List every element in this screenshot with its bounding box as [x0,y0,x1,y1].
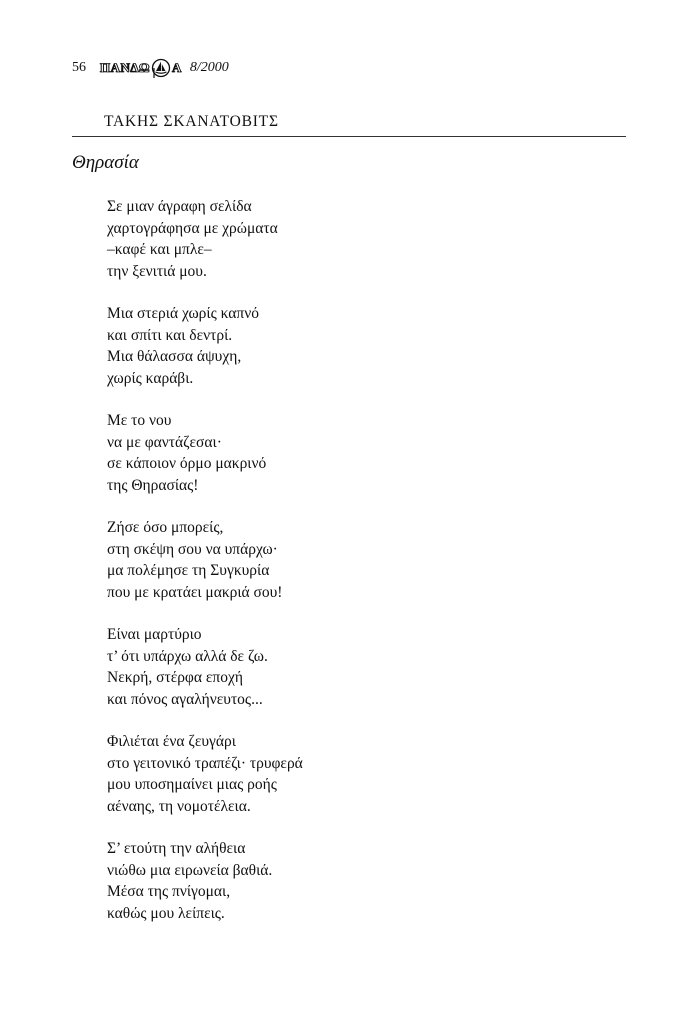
stanza [107,624,627,710]
issue-number: 8/2000 [189,60,229,75]
poem-line: στο γειτονικό τραπέζι· τρυφερά [107,754,303,772]
poem-line: Μια στεριά χωρίς καπνό [107,305,259,322]
stanza [107,838,627,924]
poem-line: –καφέ και μπλε– [107,241,212,258]
author-name: ΤΑΚΗΣ ΣΚΑΝΑΤΟΒΙΤΣ [104,113,279,130]
page-number: 56 [72,60,86,75]
poem-line: στη σκέψη σου να υπάρχω· [107,540,278,558]
poem-line: και πόνος αγαλήνευτος... [107,690,263,708]
poem-line: χαρτογράφησα με χρώματα [107,219,278,237]
poem-line: Μια θάλασσα άψυχη, [107,348,242,365]
poem-line: χωρίς καράβι. [107,369,194,387]
stanza [107,410,627,496]
running-header [72,57,229,79]
poem-line: Νεκρή, στέρφα εποχή [107,669,243,686]
poem-line: τ’ ότι υπάρχω αλλά δε ζω. [107,647,268,665]
poem-title: Θηρασία [72,152,139,173]
poem-line: Μέσα της πνίγομαι, [107,883,231,900]
journal-masthead [100,58,182,78]
stanza [107,196,627,282]
sailboat-logo-icon [151,58,171,78]
poem-line: της Θηρασίας! [107,476,199,494]
poem-line: νιώθω μια ειρωνεία βαθιά. [107,861,273,879]
poem-line: Σε μιαν άγραφη σελίδα [107,198,252,215]
stanza [107,303,627,389]
poem-line: μου υποσημαίνει μιας ροής [107,776,277,793]
poem-line: Ζήσε όσο μπορείς, [107,519,224,536]
poem-line: Σ’ ετούτη την αλήθεια [107,840,246,857]
poem-line: την ξενιτιά μου. [107,262,207,280]
masthead-text-part2: Α [171,60,182,75]
header-divider [72,136,626,137]
stanza [107,517,627,603]
poem-body [107,196,627,945]
stanza [107,731,627,817]
poem-line: να με φαντάζεσαι· [107,433,222,451]
poem-line: μα πολέμησε τη Συγκυρία [107,562,270,579]
poem-line: Είναι μαρτύριο [107,626,202,643]
masthead-text-part1: ΠΑΝΔΩ [100,60,150,75]
poem-line: που με κρατάει μακριά σου! [107,583,283,601]
poem-line: Με το νου [107,412,172,429]
poem-line: Φιλιέται ένα ζευγάρι [107,733,236,750]
poem-line: και σπίτι και δεντρί. [107,326,233,344]
poem-line: καθώς μου λείπεις. [107,904,225,922]
poem-line: αέναης, τη νομοτέλεια. [107,797,251,815]
poem-line: σε κάποιον όρμο μακρινό [107,455,267,472]
